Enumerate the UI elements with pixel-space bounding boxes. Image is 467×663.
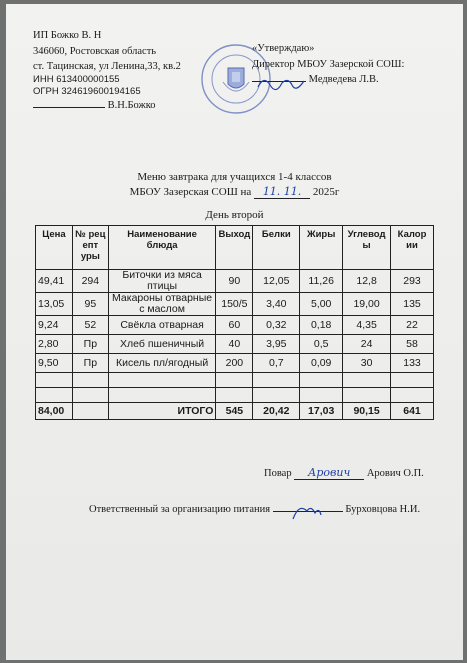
cell-portion [216, 373, 253, 388]
cell-fat: 0,5 [300, 335, 343, 354]
responsible-signature-row [89, 503, 420, 516]
cell-calories: 641 [391, 403, 434, 420]
approval-position: Директор МБОУ Зазерской СОШ: [252, 59, 405, 70]
table-total-row [36, 403, 434, 420]
cell-fat: 17,03 [300, 403, 343, 420]
menu-table [35, 225, 434, 420]
cell-recipe: 95 [72, 293, 108, 316]
col-header-portion: Выход [216, 226, 253, 270]
cell-carbs: 30 [343, 354, 391, 373]
cell-dish: Биточки из мяса птицы [108, 270, 216, 293]
cell-portion: 40 [216, 335, 253, 354]
cell-recipe [72, 403, 108, 420]
col-header-recipe: № рец епт уры [72, 226, 108, 270]
cell-price: 2,80 [36, 335, 73, 354]
table-row [36, 354, 434, 373]
table-row-empty [36, 373, 434, 388]
cell-price [36, 388, 73, 403]
cook-signature-handwritten: Арович [294, 466, 364, 480]
responsible-name: Бурховцова Н.И. [345, 504, 421, 515]
cell-recipe [72, 388, 108, 403]
menu-date-handwritten: 11. 11. [254, 185, 310, 199]
cell-portion [216, 388, 253, 403]
col-header-dish: Наименование блюда [108, 226, 216, 270]
cell-dish [108, 388, 216, 403]
cell-dish: Свёкла отварная [108, 316, 216, 335]
cell-recipe [72, 373, 108, 388]
menu-title: Меню завтрака для учащихся 1-4 классов [137, 171, 332, 183]
cell-recipe: Пр [72, 354, 108, 373]
table-row [36, 293, 434, 316]
cell-recipe: 294 [72, 270, 108, 293]
cell-carbs [343, 373, 391, 388]
table-row-empty [36, 388, 434, 403]
responsible-label: Ответственный за организацию питания [89, 504, 271, 515]
cell-price [36, 373, 73, 388]
cell-carbs: 12,8 [343, 270, 391, 293]
responsible-signature-icon [289, 501, 325, 523]
cell-calories [391, 388, 434, 403]
table-header-row [36, 226, 434, 270]
document-page [6, 4, 463, 660]
issuer-name: ИП Божко В. Н [33, 30, 102, 41]
cell-dish [108, 373, 216, 388]
col-header-carbs: Углевод ы [343, 226, 391, 270]
issuer-signature-name: В.Н.Божко [107, 100, 156, 111]
cell-price: 9,24 [36, 316, 73, 335]
cell-recipe: 52 [72, 316, 108, 335]
menu-day: День второй [205, 209, 264, 221]
cell-carbs [343, 388, 391, 403]
cell-price: 9,50 [36, 354, 73, 373]
cook-label: Повар [264, 468, 292, 479]
cell-price: 49,41 [36, 270, 73, 293]
cell-carbs: 24 [343, 335, 391, 354]
cell-fat: 0,09 [300, 354, 343, 373]
table-row [36, 270, 434, 293]
cell-carbs: 90,15 [343, 403, 391, 420]
cell-protein: 20,42 [253, 403, 300, 420]
cell-price: 84,00 [36, 403, 73, 420]
cell-calories: 58 [391, 335, 434, 354]
approval-name: Медведева Л.В. [308, 74, 379, 85]
cell-price: 13,05 [36, 293, 73, 316]
table-row [36, 335, 434, 354]
cell-protein [253, 373, 300, 388]
cell-dish: ИТОГО [108, 403, 216, 420]
cell-calories: 135 [391, 293, 434, 316]
cell-carbs: 4,35 [343, 316, 391, 335]
cell-protein: 0,32 [253, 316, 300, 335]
cell-calories [391, 373, 434, 388]
cell-fat [300, 373, 343, 388]
cell-portion: 545 [216, 403, 253, 420]
cell-dish: Макароны отварные с маслом [108, 293, 216, 316]
cell-dish: Хлеб пшеничный [108, 335, 216, 354]
cell-fat: 0,18 [300, 316, 343, 335]
director-signature-icon [256, 73, 306, 93]
cell-portion: 90 [216, 270, 253, 293]
cell-protein: 12,05 [253, 270, 300, 293]
cell-recipe: Пр [72, 335, 108, 354]
issuer-address-2: ст. Тацинская, ул Ленина,33, кв.2 [33, 61, 181, 72]
table-row [36, 316, 434, 335]
approval-signature-line [252, 73, 379, 86]
cell-dish: Кисель пл/ягодный [108, 354, 216, 373]
cell-calories: 133 [391, 354, 434, 373]
issuer-ogrn: ОГРН 324619600194165 [33, 86, 141, 97]
cell-protein: 3,40 [253, 293, 300, 316]
cell-protein: 0,7 [253, 354, 300, 373]
cell-fat: 11,26 [300, 270, 343, 293]
col-header-price: Цена [36, 226, 73, 270]
col-header-protein: Белки [253, 226, 300, 270]
menu-school: МБОУ Зазерская СОШ на [129, 186, 252, 198]
issuer-inn: ИНН 613400000155 [33, 74, 120, 85]
cell-fat: 5,00 [300, 293, 343, 316]
cell-portion: 150/5 [216, 293, 253, 316]
cook-name: Арович О.П. [366, 468, 424, 479]
cook-signature-row [264, 466, 424, 480]
issuer-address-1: 346060, Ростовская область [33, 46, 157, 57]
col-header-calories: Калор ии [391, 226, 434, 270]
approval-title: «Утверждаю» [252, 43, 315, 54]
issuer-signature-line [33, 99, 156, 112]
menu-year: 2025г [312, 186, 340, 198]
cell-calories: 22 [391, 316, 434, 335]
cell-calories: 293 [391, 270, 434, 293]
cell-carbs: 19,00 [343, 293, 391, 316]
cell-protein [253, 388, 300, 403]
cell-fat [300, 388, 343, 403]
cell-portion: 60 [216, 316, 253, 335]
cell-protein: 3,95 [253, 335, 300, 354]
col-header-fat: Жиры [300, 226, 343, 270]
menu-school-date [6, 185, 463, 199]
cell-portion: 200 [216, 354, 253, 373]
